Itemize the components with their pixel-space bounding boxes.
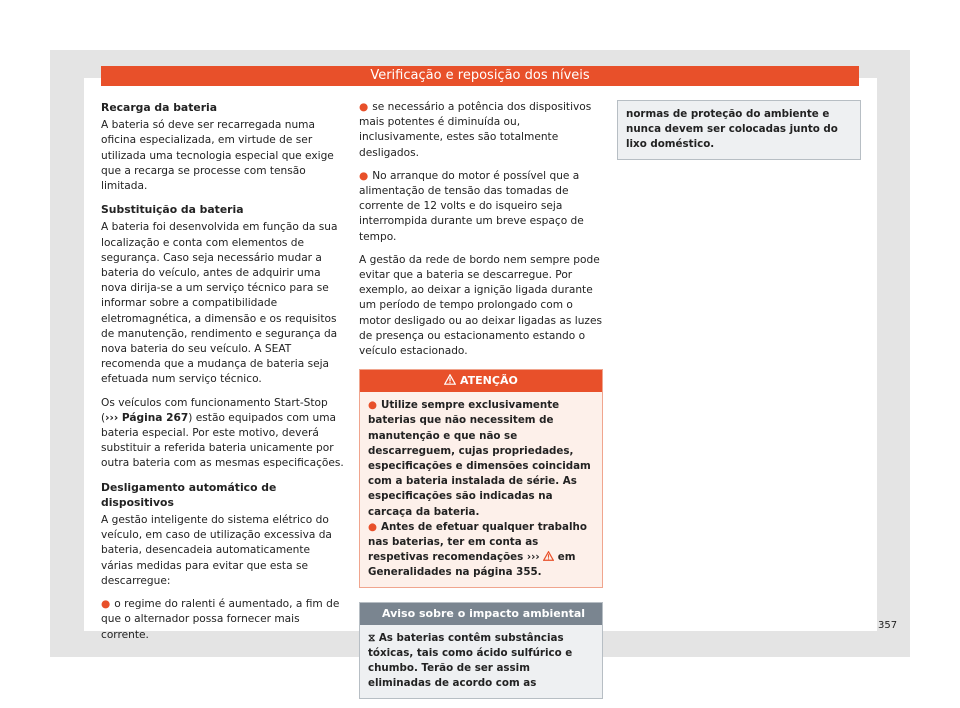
- warning-triangle-icon: [444, 374, 456, 385]
- warning-title: ATENÇÃO: [460, 374, 518, 388]
- list-item-text: se necessário a potência dos dispositivos mais potentes é diminuída ou, inclusivamente, estes são totalmente desligados.: [359, 101, 592, 159]
- paragraph-charging: A bateria só deve ser recarregada numa oficina especializada, em virtude de ser utilizada uma tecnologia especial que exige que a recarga se processe com tensão limitada.: [101, 119, 334, 193]
- list-item: [368, 398, 594, 520]
- warning-body: [360, 392, 602, 586]
- column-2: [359, 100, 603, 699]
- list-item-text: o regime do ralenti é aumentado, a fim de que o alternador possa fornecer mais corrente.: [101, 598, 340, 641]
- text-fragment: Os veículos com funcionamento Start-Stop (: [101, 396, 328, 424]
- paragraph-network: A gestão da rede de bordo nem sempre pode evitar que a bateria se descarregue. Por exemplo, ao deixar a ignição ligada durante um período de tempo prolongado com o motor desligado ou ao deixar ligadas as luzes de presença ou estacionamento estando o veículo estacionado.: [359, 253, 603, 358]
- paragraph-replacement: A bateria foi desenvolvida em função da sua localização e conta com elementos de segurança. Caso seja necessário mudar a bateria do veículo, antes de adquirir uma nova dirija-se a um serviço técnico para se informar sobre a compatibilidade eletromagnética, a dimensão e os requisitos de manutenção, rendimento e segurança da nova bateria do seu veículo. A SEAT recomenda que a mudança de bateria seja efetuada num serviço técnico.: [101, 221, 338, 386]
- bullet-icon: ●: [359, 169, 369, 182]
- bullet-icon: ●: [359, 101, 369, 113]
- bullet-icon: ●: [101, 598, 111, 611]
- environment-note-text: As baterias contêm substâncias tóxicas, tais como ácido sulfúrico e chumbo. Terão de ser assim eliminadas de acordo com as: [368, 631, 573, 690]
- text-fragment: ) estão equipados com uma bateria especial. Por este motivo, deverá substituir a referida bateria unicamente por outra bateria com as mesmas especificações.: [101, 411, 344, 470]
- page-header: Verificação e reposição dos níveis: [101, 66, 859, 86]
- column-1: [101, 100, 345, 651]
- paragraph-auto-shutdown: A gestão inteligente do sistema elétrico do veículo, em caso de utilização excessiva da bateria, desencadeia automaticamente várias medidas para evitar que esta se descarregue:: [101, 514, 332, 587]
- recycle-icon: ⧖: [368, 631, 379, 644]
- list-item-text: Antes de efetuar qualquer trabalho nas baterias, ter em conta as respetivas recomendações ›››: [368, 520, 587, 564]
- bullet-icon: ●: [368, 520, 377, 533]
- warning-header: [360, 370, 602, 392]
- list-item: [359, 100, 603, 161]
- list-item-text: Utilize sempre exclusivamente baterias que não necessitem de manutenção e que não se descarreguem, cujas propriedades, especificações e dimensões coincidam com a bateria instalada de série. As especificações são indicadas na carcaça da bateria.: [368, 399, 591, 518]
- list-item: [101, 597, 345, 643]
- bullet-icon: ●: [368, 399, 377, 412]
- environment-note-header: [360, 603, 602, 625]
- list-item: [368, 520, 594, 581]
- column-3: [617, 100, 861, 160]
- environment-note-continued: normas de proteção do ambiente e nunca devem ser colocadas junto do lixo doméstico.: [617, 100, 861, 160]
- environment-note-body: [360, 625, 602, 698]
- warning-triangle-icon: [543, 551, 554, 561]
- heading-battery-charging: Recarga da bateria: [101, 101, 218, 114]
- page-number: 357: [878, 620, 898, 631]
- paragraph-start-stop: [101, 396, 345, 472]
- list-item-text: No arranque do motor é possível que a alimentação de tensão das tomadas de corrente de 12 volts e do isqueiro seja interrompida durante um breve espaço de tempo.: [359, 169, 584, 243]
- page-link[interactable]: ››› Página 267: [105, 411, 189, 424]
- warning-box: [359, 369, 603, 587]
- environment-note-box: [359, 602, 603, 699]
- heading-auto-shutdown: Desligamento automático de dispositivos: [101, 480, 277, 509]
- list-item: [359, 169, 603, 245]
- heading-battery-replacement: Substituição da bateria: [101, 203, 244, 217]
- environment-note-title: Aviso sobre o impacto ambiental: [382, 606, 586, 620]
- list-item-text: em Generalidades na página 355.: [368, 551, 576, 579]
